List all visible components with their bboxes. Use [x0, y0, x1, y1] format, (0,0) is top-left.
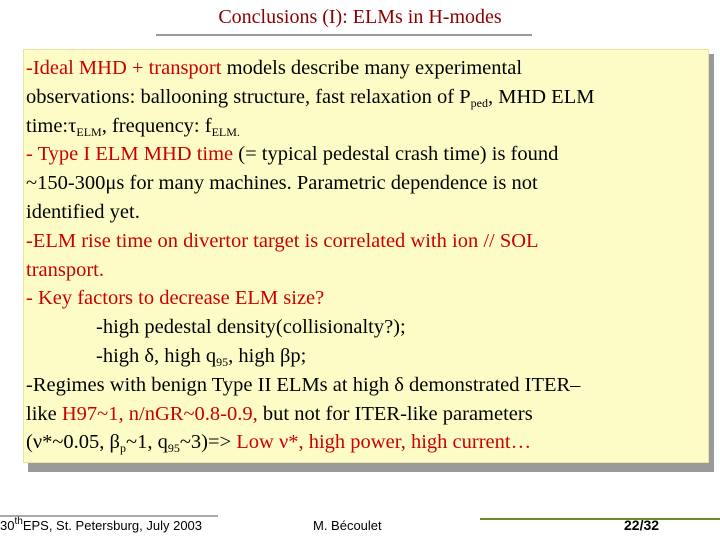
footer-rule-left	[0, 515, 218, 517]
content-box	[23, 49, 709, 463]
text-line-2	[26, 83, 704, 112]
text-line-12: -Regimes with benign Type II ELMs at high δ demonstrated ITER–	[26, 373, 581, 396]
subscript: ELM	[76, 124, 102, 139]
text-run: (= typical pedestal crash time) is found	[238, 143, 559, 166]
text-run: models describe many experimental	[226, 57, 523, 79]
subscript: p	[120, 441, 126, 456]
ordinal-suffix: th	[14, 516, 23, 527]
text-line-5: ~150-300μs for many machines. Parametric dependence is not	[26, 172, 538, 195]
page-number: 22/32	[624, 517, 660, 533]
text-line-11	[26, 342, 704, 371]
text-line-14	[26, 428, 704, 457]
footer-rule-right	[480, 518, 720, 520]
title-underline	[156, 34, 532, 36]
subscript: ped	[470, 95, 488, 110]
text-line-8: transport.	[26, 258, 104, 281]
author-label: M. Bécoulet	[313, 518, 382, 533]
text-run: -high δ, high q	[96, 344, 217, 367]
text-line-1	[26, 54, 704, 83]
text-line-3	[26, 112, 704, 141]
text-run: like	[26, 402, 62, 425]
text-run: observations: ballooning structure, fast relaxation of P	[26, 85, 471, 108]
subscript: 95	[216, 354, 229, 369]
text-run: (ν*~0.05, β	[26, 431, 120, 454]
text-run: ~1, q	[126, 431, 168, 454]
conference-number: 30	[0, 518, 15, 533]
conference-label	[0, 518, 202, 533]
text-line-7: -ELM rise time on divertor target is correlated with ion // SOL	[26, 229, 539, 252]
conference-text: EPS, St. Petersburg, July 2003	[22, 518, 203, 533]
highlighted-text: H97~1, n/nGR~0.8-0.9,	[61, 402, 263, 425]
text-line-4	[26, 140, 704, 169]
highlighted-text: - Type I ELM MHD time	[26, 143, 239, 166]
highlighted-text: -Ideal MHD + transport	[26, 57, 227, 79]
text-line-13	[26, 400, 704, 429]
text-run: but not for ITER-like parameters	[262, 402, 533, 425]
text-line-9: - Key factors to decrease ELM size?	[26, 287, 325, 310]
text-run: ~3)=>	[179, 431, 237, 454]
text-run: , frequency: f	[101, 114, 212, 137]
highlighted-text: Low ν*, high power, high current…	[236, 431, 532, 454]
text-run: , high βp;	[228, 344, 307, 367]
text-run: , MHD ELM	[487, 85, 595, 108]
text-run: time:τ	[26, 114, 77, 137]
subscript: ELM.	[211, 124, 240, 139]
text-line-6: identified yet.	[26, 200, 140, 223]
subscript: 95	[167, 441, 180, 456]
bullet-text	[26, 54, 704, 457]
text-line-10: -high pedestal density(collisionalty?);	[96, 316, 406, 339]
slide-title: Conclusions (I): ELMs in H-modes	[218, 6, 502, 28]
